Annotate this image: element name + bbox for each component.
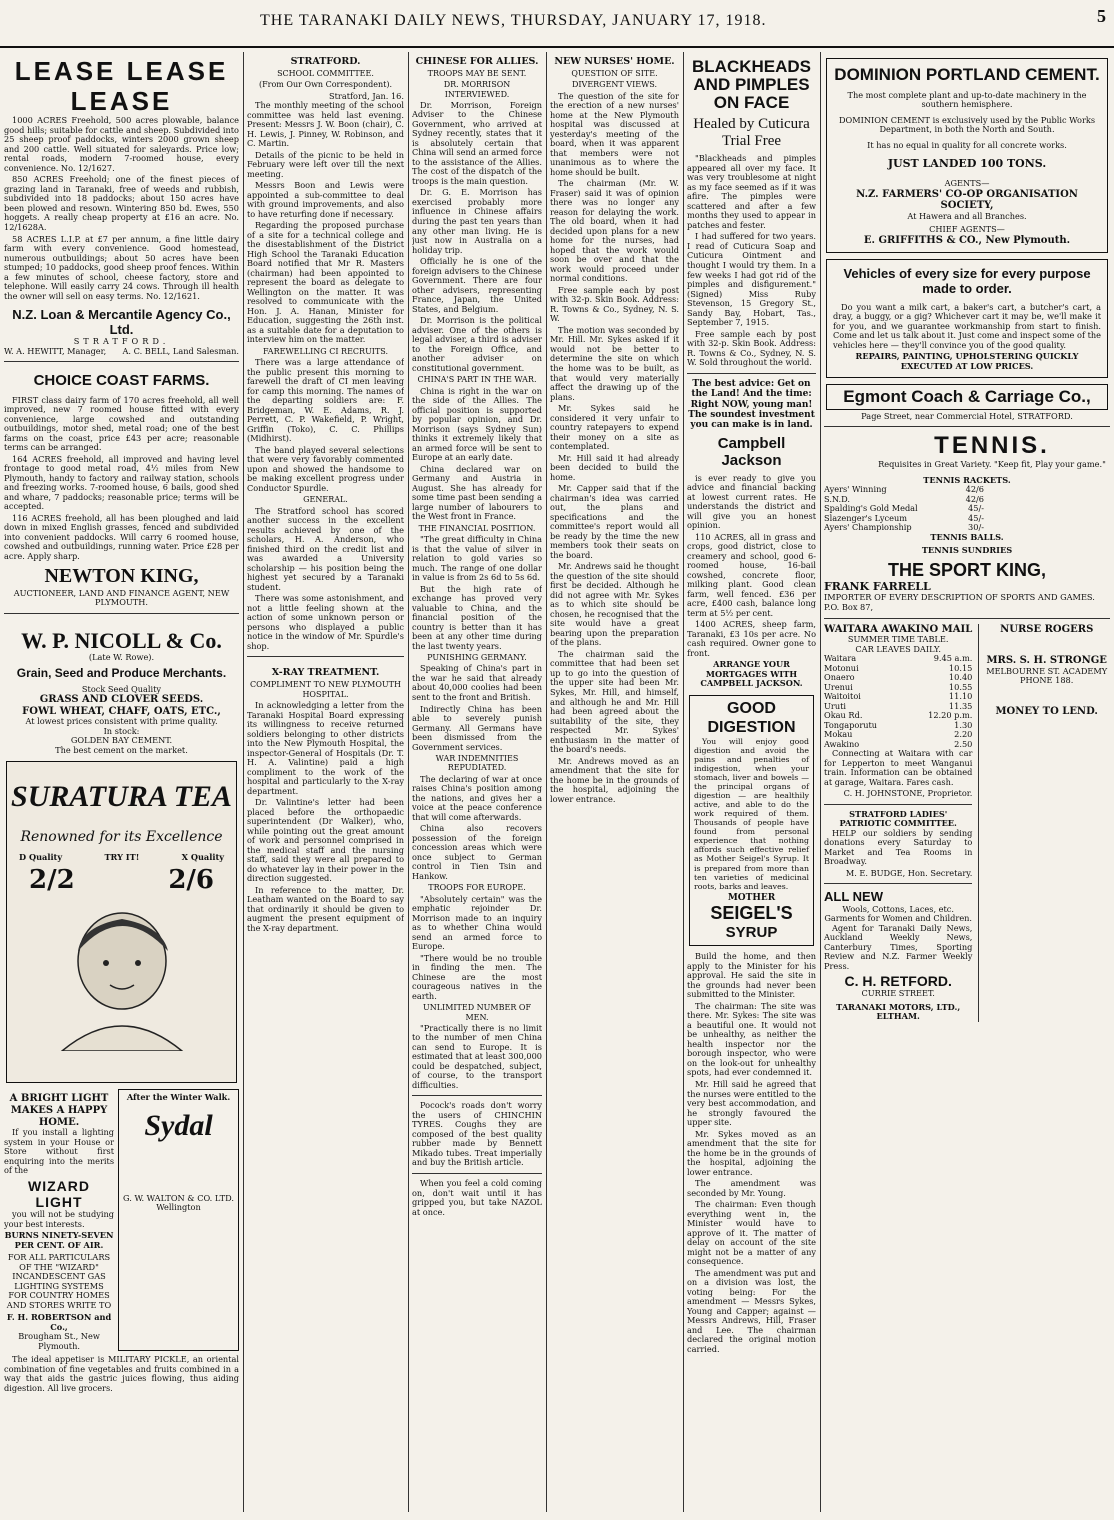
section-heading: STRATFORD. — [290, 56, 361, 67]
racket-price: 42/6 — [965, 493, 984, 504]
sport-king: THE SPORT KING, — [887, 559, 1046, 580]
particulars: FOR ALL PARTICULARS OF THE "WIZARD" INCANDESCENT GAS LIGHTING SYSTEMS FOR COUNTRY HOMES AND STORES WRITE TO — [6, 1252, 112, 1310]
farrell-sub: IMPORTER OF EVERY DESCRIPTION OF SPORTS AND GAMES. P.O. Box 87, — [824, 592, 1095, 612]
stop-time: 1.30 — [954, 719, 973, 730]
dateline: Stratford, Jan. 16. — [329, 90, 404, 101]
car-leaves: CAR LEAVES DAILY. — [855, 643, 941, 654]
column-5 — [687, 52, 816, 1512]
choice-farms-headline: CHOICE COAST FARMS. — [33, 372, 210, 390]
bright-light-text: If you install a lighting system in your House or Store without first enquiring into the merits of the — [4, 1127, 115, 1176]
nurses-sub: QUESTION OF SITE. — [571, 69, 658, 79]
paragraph: China also recovers possession of the foreign concession areas which were once subject to German control in Tien Tsin and Hankow. — [412, 823, 542, 881]
paragraph: Free sample each by post with 32-p. Skin Book. Address: R. Towns & Co., Sydney, N. S. W. Sold throughout the world. — [687, 328, 816, 368]
paragraph: Messrs Boon and Lewis were appointed a sub-committee to deal with ground improvements, and also to have returfing done if necessary. — [247, 180, 404, 219]
nz-loan-town: STRATFORD. — [73, 336, 170, 347]
cuticura-sub: Healed by Cuticura Trial Free — [693, 115, 810, 149]
dance-teacher: MRS. S. H. STRONGE — [986, 655, 1107, 667]
egmont-address: Page Street, near Commercial Hotel, STRATFORD. — [861, 410, 1073, 421]
budge: M. E. BUDGE, Hon. Secretary. — [845, 867, 973, 878]
griffiths: E. GRIFFITHS & CO., New Plymouth. — [863, 234, 1071, 246]
column-6 — [824, 52, 1110, 1512]
nicoll-line: GOLDEN BAY CEMENT. — [70, 735, 173, 746]
nurses-heading: NEW NURSES' HOME. — [554, 56, 675, 67]
vehicles-ad — [826, 259, 1108, 378]
racket-price: 45/- — [968, 512, 984, 523]
paragraph: In reference to the matter, Dr. Leatham wanted on the Board to say that ordinarily it should be given to augment the present equipment of the X-ray department. — [247, 884, 404, 933]
paragraph: The chairman: Even though everything went in, the Minister would have to approve of it. The matter of delay on account of the site might not be a matter of any consequence. — [687, 1199, 816, 1267]
blackheads-headline: BLACKHEADS AND PIMPLES ON FACE — [692, 57, 811, 112]
wizard-light: WIZARD LIGHT — [28, 1177, 91, 1210]
paragraph: Dr. Valintine's letter had been placed before the orthopaedic superintendent (Dr Walker), who, while pointing out the great amount of work and personnel comprised in the medical staff and the nursing staff, said they were all prepared to do whatever lay in their power in the direction suggested. — [247, 797, 404, 884]
dominion-headline: DOMINION PORTLAND CEMENT. — [834, 65, 1100, 84]
patriotic-text: HELP our soldiers by sending donations every Saturday to Market and Tea Rooms in Broadway. — [824, 827, 973, 867]
paragraph: Speaking of China's part in the war he said that already about 40,000 coolies had been sent to the front and British. — [412, 663, 542, 702]
paragraph: Mr. Andrews moved as an amendment that the site for the home be in the grounds of the hospital, adjoining the lower entrance. — [550, 755, 679, 804]
column-rule — [243, 52, 244, 1512]
paragraph: Mr. Sykes said he considered it very unfair to country ratepayers to expend their money on a site as contemplated. — [550, 403, 679, 452]
tea-quality: D Quality — [19, 852, 63, 863]
eltham: ELTHAM. — [876, 1011, 920, 1022]
paragraph: The chairman (Mr. W. Fraser) said it was of opinion there was no longer any reason for delaying the work. The old board, when it had decided upon plans for a new home for the nurses, had hoped that the work would soon be over and that the work would proceed under normal conditions. — [550, 178, 679, 284]
paragraph: 110 ACRES, all in grass and crops, good district, close to creamery and school, good 6-roomed house, 16-bail cowshed, concrete floor, milking plant. Good clean farm, well fenced. £36 per acre, £400 cash, balance long term at 5½ per cent. — [687, 531, 816, 618]
paragraph: 1400 ACRES, sheep farm, Taranaki, £3 10s per acre. No cash required. Owner gone to front. — [687, 619, 816, 658]
paragraph: Mr. Hill said it had already been decided to build the home. — [550, 452, 679, 482]
paragraph: "The great difficulty in China is that the value of silver in relation to gold varies so much. The range of one dollar in value is from 2s 6d to 5s 6d. — [412, 534, 542, 583]
paragraph: The band played several selections that were very favorably commented upon and showed the handsome to be making excellent progress under Conductor Spurdle. — [247, 444, 404, 493]
stop-time: 2.50 — [954, 738, 973, 749]
paragraph: The chairman said the committee that had been set up to go into the question of the upper site had been Mr. Sykes, Mr. Hill, and himself, and although he and Mr. Hill had been agreed about the suitability of the site, they respected Mr. Sykes' enthusiasm in the matter of the board's needs. — [550, 648, 679, 755]
column-rule — [546, 52, 547, 1512]
views-sub: DIVERGENT VIEWS. — [571, 80, 658, 90]
racket-name: Slazenger's Lyceum — [824, 512, 907, 523]
column-4 — [550, 52, 679, 1512]
dominion-text: DOMINION CEMENT is exclusively used by the Public Works Department, in both the North and South. — [838, 114, 1096, 135]
stop-name: Awakino — [824, 738, 860, 749]
hawera: At Hawera and all Branches. — [907, 210, 1027, 221]
campbell-jackson: Campbell Jackson — [717, 434, 786, 470]
paragraph: Build the home, and then apply to the Minister for his approval. He said the site in the grounds had never been submitted to the Minister. — [687, 951, 816, 1000]
stop-name: Uruti — [824, 700, 846, 711]
tea-quality: TRY IT! — [104, 852, 140, 863]
paragraph: Mr. Hill said he agreed that the nurses were entitled to the very best accommodation, and he strongly favoured the upper site. — [687, 1079, 816, 1128]
nicoll-line: In stock: — [103, 725, 140, 736]
walton: G. W. WALTON & CO. LTD. Wellington — [123, 1192, 234, 1213]
paragraph: "Absolutely certain" was the emphatic rejoinder Dr. Morrison made to an inquiry as to whether China would send an armed force to Europe. — [412, 893, 542, 952]
racket-price: 45/- — [968, 503, 984, 514]
farm-item: 164 ACRES freehold, all improved and having level frontage to good metal road, 4½ miles from New Plymouth, handy to factory and railway station, schools and freezing works. 7-roomed house, 6 bails, good shed and whare, 7 paddocks; reasonable price; terms will be accepted. — [4, 453, 239, 512]
paragraph: China declared war on Germany and Austria in August. She has already for some time past been sending a large number of labourers to the West front in France. — [412, 463, 542, 522]
paragraph: Mr. Andrews said he thought the question of the site should first be decided. Although he did not agree with Mr. Sykes as to which site should be chosen, he recognised that the site would have a great bearing upon the preparation of the plans. — [550, 561, 679, 648]
stop-time: 11.10 — [948, 691, 973, 702]
paragraph: "There would be no trouble in finding the men. The Chinese are the most courageous natives in the earth. — [412, 952, 542, 1001]
agent-text: Agent for Taranaki Daily News, Auckland Weekly News, Canterbury Times, Sporting Review and N.Z. Farmer Weekly Press. — [824, 922, 973, 971]
paragraph: The chairman: The site was there. Mr. Sykes: The site was a beautiful one. It would not be unhealthy, as neither the health inspector nor the borough inspector, who were on the look-out for unhealthy spots, had ever condemned it. — [687, 1000, 816, 1078]
paragraph: is ever ready to give you advice and financial backing at lowest current rates. He understands the district and will give you an honest opinion. — [687, 472, 816, 531]
nz-loan-name: N.Z. Loan & Mercantile Agency Co., Ltd. — [12, 307, 231, 338]
chinese-sub: TROOPS MAY BE SENT. — [427, 69, 527, 79]
page-number: 5 — [1097, 6, 1106, 26]
wizard-text: you will not be studying your best interests. — [4, 1209, 115, 1229]
suratura-tea-ad — [6, 761, 237, 1083]
paragraph: The Stratford school has scored another success in the excellent results achieved by one of the scholars, H. A. Anderson, who finished third on the credit list and was awarded a University scholarship — his position being the highest yet secured by a Taranaki student. — [247, 505, 404, 592]
stop-name: Tongaporutu — [824, 719, 878, 730]
sydal-ad — [118, 1089, 239, 1351]
paragraph: Mr. Sykes moved as an amendment that the site for the home be in the grounds of the hospital, adjoining the lower entrance. — [687, 1128, 816, 1177]
tennis-headline: TENNIS. — [934, 432, 1050, 460]
column-rule — [820, 52, 821, 1512]
paragraph: The motion was seconded by Mr. Hill. Mr. Sykes asked if it would not be better to determine the site on which the home was to be built, as that would very materially affect the drawing up of the plans. — [550, 324, 679, 402]
correspondent: (From Our Own Correspondent). — [258, 80, 393, 90]
repairs: REPAIRS, PAINTING, UPHOLSTERING QUICKLY EXECUTED AT LOW PRICES. — [855, 351, 1079, 371]
stop-name: Mokau — [824, 729, 853, 740]
frank-farrell: FRANK FARRELL — [824, 579, 931, 593]
stop-name: Waitara — [824, 653, 857, 664]
nicoll-line: Stock Seed Quality — [81, 683, 162, 694]
interview-sub: DR. MORRISON INTERVIEWED. — [443, 80, 511, 99]
all-new: ALL NEW — [824, 889, 883, 905]
bell-name: A. C. BELL, Land Salesman. — [122, 345, 239, 356]
school-heading: SCHOOL COMMITTEE. — [277, 69, 374, 79]
robertson: F. H. ROBERTSON and Co., — [6, 1312, 112, 1332]
tea-price: 2/2 — [29, 864, 75, 895]
hewitt-name: W. A. HEWITT, Manager, — [4, 345, 107, 356]
paragraph: Officially he is one of the foreign advisers to the Chinese Government. There are four other advisers, representing France, Japan, the United States, and Belgium. — [412, 256, 542, 314]
stop-time: 10.15 — [948, 662, 973, 673]
vehicles-headline: Vehicles of every size for every purpose made to order. — [843, 266, 1091, 297]
paragraph: Indirectly China has been able to severely punish Germany. All Germans have been dismissed from the Government services. — [412, 703, 542, 752]
seigels-ad — [689, 695, 814, 946]
paragraph: Dr. Morrison, Foreign Adviser to the Chinese Government, who arrived at Sydney recently, states that it is absolutely certain that China will send an armed force to the assistance of the Allies. The cost of the dispatch of the troops is the main question. — [412, 99, 542, 186]
nicoll-line: FOWL WHEAT, CHAFF, OATS, ETC., — [22, 705, 221, 717]
paragraph: China is right in the war on the side of the Allies. The official position is supported by popular opinion, and Dr. Morrison (says Sydney Sun) thinks it extremely likely that an armed force will be sent to Europe at an early date. — [412, 385, 542, 463]
connecting-text: Connecting at Waitara with car for Lepperton to meet Wanganui train. Information can be obtained at garage, Waitara. Fares cash. — [824, 748, 973, 787]
racket-name: Ayers' Winning — [824, 484, 887, 495]
punishing-heading: PUNISHING GERMANY. — [427, 653, 527, 663]
agents-label: AGENTS— — [944, 178, 990, 189]
paragraph: I had suffered for two years. I read of Cuticura Soap and Cuticura Ointment and thought I would try them. In a few weeks I had got rid of the pimples and disfigurement." (Signed) Miss Ruby Stevenson, 15 Gregory St., Sandy Bay, Hobart, Tas., September 7, 1915. — [687, 231, 816, 328]
paragraph: The monthly meeting of the school committee was held last evening. Present: Messrs J. W. Boon (chair), C. H. Lewis, J. Pinney, W. Robinson, and C. Martin. — [247, 100, 404, 149]
patriotic-heading: STRATFORD LADIES' PATRIOTIC COMMITTEE. — [839, 808, 957, 829]
lease-item: 1000 ACRES Freehold, 500 acres plowable, balance good hills; suitable for cattle and sheep. Subdivided into 25 sheep proof paddocks, winters 2000 grown sheep and 200 cattle. Well situated for saleyards. Price low; rental roads, modern 7-roomed house, every convenience. No. 12/1627. — [4, 115, 239, 173]
tea-slogan: Renowned for its Excellence — [20, 829, 223, 846]
unlimited-heading: UNLIMITED NUMBER OF MEN. — [422, 1003, 532, 1022]
tyres-note: Pocock's roads don't worry the users of CHINCHIN TYRES. Coughs they are composed of the best quality rubber made by Bennett Mikado tubes. Treat imperially and buy the British article. — [412, 1100, 542, 1168]
part-heading: CHINA'S PART IN THE WAR. — [417, 375, 537, 385]
egmont-coach: Egmont Coach & Carriage Co., — [826, 384, 1108, 410]
just-landed: JUST LANDED 100 TONS. — [887, 157, 1047, 171]
johnstone: C. H. JOHNSTONE, Proprietor. — [843, 788, 973, 799]
nicoll-trade: Grain, Seed and Produce Merchants. — [16, 665, 227, 680]
general-heading: GENERAL. — [303, 495, 348, 505]
newton-king: NEWTON KING, — [44, 565, 199, 588]
stop-name: Onaero — [824, 672, 855, 683]
financial-heading: THE FINANCIAL POSITION. — [418, 523, 536, 533]
xray-heading: X-RAY TREATMENT. — [271, 667, 380, 679]
retford-address: CURRIE STREET. — [861, 988, 935, 999]
paragraph: Free sample each by post with 32-p. Skin Book. Address: R. Towns & Co., Sydney, N. S. W. — [550, 284, 679, 324]
burns-air: BURNS NINETY-SEVEN PER CENT. OF AIR. — [4, 1230, 114, 1250]
rackets-heading: TENNIS RACKETS. — [923, 474, 1011, 485]
stop-name: Urenui — [824, 681, 853, 692]
tea-price: 2/6 — [168, 864, 214, 895]
column-2 — [247, 52, 404, 1512]
newton-king-sub: AUCTIONEER, LAND AND FINANCE AGENT, NEW PLYMOUTH. — [13, 587, 230, 608]
professional-cards — [978, 624, 1110, 1022]
stop-time: 10.55 — [948, 681, 973, 692]
stop-time: 11.35 — [948, 700, 973, 711]
dominion-text: The most complete plant and up-to-date machinery in the southern hemisphere. — [847, 89, 1087, 110]
nicoll-line: The best cement on the market. — [55, 744, 188, 755]
racket-name: S.N.D. — [824, 493, 851, 504]
lease-item: 850 ACRES Freehold; one of the finest pieces of grazing land in Taranaki, free of weeds and rubbish, subdivided into 18 paddocks; about 150 acres have been plowed and resown. Wintering 850 bd. Ewes, 550 hoggets. A really cheap property at £16 an acre. No. 12/1628A. — [4, 174, 239, 232]
nicoll-line: GRASS AND CLOVER SEEDS. — [39, 694, 204, 706]
column-3 — [412, 52, 542, 1512]
masthead-title: THE TARANAKI DAILY NEWS, THURSDAY, JANUARY 17, 1918. — [260, 12, 767, 29]
lease-headline: LEASE LEASE LEASE — [14, 56, 229, 117]
racket-name: Ayers' Championship — [824, 522, 912, 533]
nicoll-line: At lowest prices consistent with prime quality. — [25, 716, 218, 727]
paragraph: "Blackheads and pimples appeared all over my face. It was very troublesome at night as my face seemed as if it was afire. The pimples were scattered and after a few months they used to appear in patches and fester. — [687, 153, 816, 230]
taranaki-motors: TARANAKI MOTORS, LTD., — [836, 1001, 961, 1012]
sundries-heading: TENNIS SUNDRIES — [921, 545, 1013, 556]
stop-time: 2.20 — [954, 729, 973, 740]
racket-price: 42/6 — [965, 484, 984, 495]
paragraph: "Practically there is no limit to the number of men China can send to Europe. It is estimated that at least 300,000 could be despatched, subject, of course, to the transport difficulties. — [412, 1022, 542, 1090]
stop-time: 9.45 a.m. — [933, 653, 973, 664]
chinese-heading: CHINESE FOR ALLIES. — [415, 56, 539, 67]
nurse-rogers: NURSE ROGERS — [1000, 623, 1094, 635]
paragraph: There was some astonishment, and not a little feeling shown at the action of some unknown person or persons who displayed a public notice in the window of Mr. Spurdle's shop. — [247, 593, 404, 651]
dominion-cement-ad — [826, 58, 1108, 253]
paragraph: There was a large attendance of the public present this morning to farewell the draft of CI men leaving for camp this morning. The names of the departing soldiers are: F. Bridgeman, W. E. Adams, R. J. Perrett, C. P. Wakefield, P. Wright, Griffin (Toko), C. C. Phillips (Midhirst). — [247, 357, 404, 444]
military-pickle: The ideal appetiser is MILITARY PICKLE, an oriental combination of fine vegetables and fruits combined in a way that aids the gastric juices flowing, thus aiding digestion. All live grocers. — [4, 1354, 239, 1393]
lease-item: 58 ACRES L.I.P. at £7 per annum, a fine little dairy farm with every convenience. Good homestead, numerous outbuildings; about 50 acres have been stumped; 10 paddocks, good sheep proof fences. Within a few minutes of school, cheese factory, store and telephone. Will easily carry 24 cows. Through ill health the owner will sell on easy terms. No. 12/1621. — [4, 233, 239, 301]
paragraph: In acknowledging a letter from the Taranaki Hospital Board expressing its willingness to receive returned soldiers belonging to other districts into the New Plymouth Hospital, the inspector-General of Hospitals (Dr. T. H. A. Valintine) paid a high compliment to the work of the hospital and particularly to the X-ray department. — [247, 699, 404, 796]
paragraph: Mr. Capper said that if the chairman's idea was carried out, the plans and specifications and the committee's report would all be ready by the time the new members took their seats on the board. — [550, 483, 679, 560]
column-1 — [4, 52, 239, 1512]
xray-sub: COMPLIMENT TO NEW PLYMOUTH HOSPITAL. — [250, 680, 401, 699]
racket-price: 30/- — [968, 522, 984, 533]
digestion-heading: GOOD DIGESTION — [707, 699, 796, 736]
farm-item: FIRST class dairy farm of 170 acres freehold, all well improved, new 7 roomed house fitted with every convenience, large cowshed and outstanding outbuildings, motor shed, metal road; one of the best farms on the coast, price £43 per acre; reasonable terms can be arranged. — [4, 394, 239, 453]
phone: PHONE 188. — [1020, 675, 1074, 686]
timetable-heading: SUMMER TIME TABLE. — [847, 634, 949, 645]
stop-name: Waitoitoi — [824, 691, 861, 702]
tennis-sub: Requisites in Great Variety. "Keep fit, Play your game." — [878, 459, 1106, 470]
after-winter: After the Winter Walk. — [126, 1092, 231, 1103]
paragraph: The question of the site for the erection of a new nurses' home at the New Plymouth hospital was discussed at yesterday's meeting of the board, when it was apparent that members were not unanimous as to where the home should be built. — [550, 90, 679, 177]
vehicles-text: Do you want a milk cart, a baker's cart, a butcher's cart, a dray, a buggy, or a gig? Whichever cart it may be, we'll make it for you, and we guarantee workmanship from start to finish. Come and let us talk about it. Just come and inspect some of the vehicles here — they'll convince you of the good quality. — [833, 301, 1101, 350]
nicoll-name: W. P. NICOLL & Co. — [21, 627, 222, 653]
paragraph: But the high rate of exchange has proved very valuable to China, and the financial position of the country is better than it has been at any other time during the last twenty years. — [412, 583, 542, 651]
mother-label: MOTHER — [727, 892, 776, 903]
paragraph: Regarding the proposed purchase of a site for a technical college and the disestablishment of the District High School the Taranaki Education Board notified that Mr R. Masters (chairman) had been appointed to represent the board as delegate to Wellington on the matter. It was resolved to communicate with the Hon. J. A. Hanan, Minister for Education, suggesting the 26th inst. as a suitable date for a deputation to interview him on the matter. — [247, 220, 404, 345]
academy: MELBOURNE ST. ACADEMY — [986, 665, 1108, 676]
racket-name: Spalding's Gold Medal — [824, 503, 918, 514]
paragraph: Details of the picnic to be held in February were left over till the next meeting. — [247, 149, 404, 179]
digestion-text: You will enjoy good digestion and avoid the pains and penalties of indigestion, when your stomach, liver and bowels — the principal organs of digestion — are healthily active, and able to do the work required of them. Thousands of people have found from personal experience that nothing affords such effective relief as Mother Seigel's Syrup. It is prepared from more than ten varieties of medicinal roots, barks and leaves. — [694, 737, 809, 891]
column-rule — [683, 52, 684, 1512]
land-advice: The best advice: Get on the Land! And the time: Right NOW, young man! The soundest investment you can make is in land. — [688, 378, 815, 431]
bright-light-headline: A BRIGHT LIGHT MAKES A HAPPY HOME. — [9, 1093, 109, 1128]
timetable-list — [824, 654, 972, 749]
column-rule — [408, 52, 409, 1512]
stop-name: Okau Rd. — [824, 710, 863, 721]
troops-heading: TROOPS FOR EUROPE. — [428, 883, 526, 893]
stop-time: 12.20 p.m. — [928, 710, 973, 721]
chief-agents: CHIEF AGENTS— — [929, 224, 1005, 235]
dominion-text: It has no equal in quality for all concrete works. — [867, 139, 1067, 150]
stop-name: Motonui — [824, 662, 859, 673]
paragraph: Dr. G. E. Morrison has exercised probably more influence in Chinese affairs during the past ten years than any other man living. He is just now in Australia on a holiday trip. — [412, 187, 542, 255]
woolens: Wools, Cottons, Laces, etc. — [842, 903, 954, 914]
tea-quality: X Quality — [181, 852, 224, 863]
retford: C. H. RETFORD. — [844, 973, 952, 990]
paragraph: The amendment was put and on a division was lost, the voting being: For the amendment — Messrs Sykes, Young and Capper; against — Messrs Andrews, Hill, Fraser and Lee. The chairman declared the original motion carried. — [687, 1267, 816, 1354]
indemnities-heading: WAR INDEMNITIES REPUDIATED. — [435, 754, 519, 773]
paragraph: The amendment was seconded by Mr. Young. — [687, 1178, 816, 1198]
stop-time: 10.40 — [948, 672, 973, 683]
arrange-mortgages: ARRANGE YOUR MORTGAGES WITH CAMPBELL JACKSON. — [700, 659, 803, 689]
money-to-lend: MONEY TO LEND. — [995, 705, 1098, 717]
cold-note: When you feel a cold coming on, don't wait until it has gripped you, but take NAZOL at once. — [412, 1177, 542, 1217]
farewell-heading: FAREWELLING CI RECRUITS. — [262, 346, 389, 356]
masthead — [0, 0, 1114, 48]
farm-item: 116 ACRES freehold, all has been ploughed and laid down in mixed English grasses, fenced and subdivided into convenient paddocks. Will carry 6 roomed house, cowshed and outbuildings, running water. Price £28 per acre. Apply sharp. — [4, 512, 239, 561]
brougham: Brougham St., New Plymouth. — [18, 1331, 100, 1351]
farmers-society: N.Z. FARMERS' CO-OP ORGANISATION SOCIETY, — [856, 188, 1078, 212]
seigels-label: SEIGEL'S — [710, 903, 793, 924]
syrup-label: SYRUP — [725, 923, 778, 941]
nicoll-late: (Late W. Rowe). — [88, 652, 155, 663]
tea-brand: SURATURA TEA — [11, 780, 232, 814]
waitara-mail: WAITARA AWAKINO MAIL — [824, 623, 973, 635]
balls-heading: TENNIS BALLS. — [930, 531, 1004, 542]
paragraph: Dr. Morrison is the political adviser. One of the others is legal adviser, a third is adviser to the Foreign Office, and another adviser on constitutional government. — [412, 315, 542, 373]
garments: Garments for Women and Children. — [824, 913, 973, 924]
woman-illustration — [22, 901, 222, 1051]
paragraph: The declaring of war at once raises China's position among the nations, and gives her a voice at the peace conference that will come afterwards. — [412, 773, 542, 822]
sydal-brand: Sydal — [144, 1108, 213, 1142]
rackets-list — [824, 485, 984, 533]
